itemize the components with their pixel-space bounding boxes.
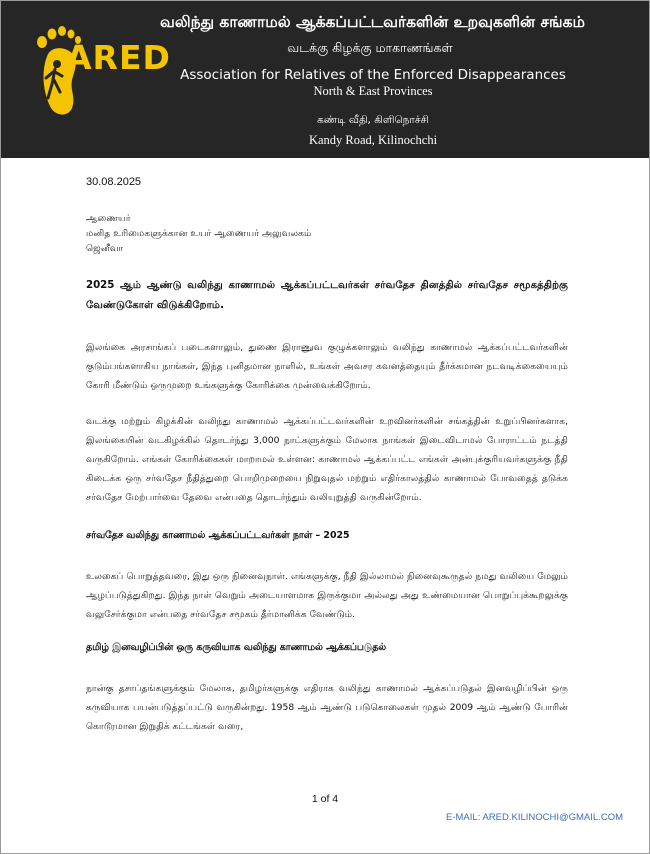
letter-title: 2025 ஆம் ஆண்டு வலிந்து காணாமல் ஆக்கப்பட்டவர்கள் சர்வதேச தினத்தில் சர்வதேச சமூகத்திற்கு வேண்டுகோள் விடுக்கிறோம். <box>86 280 568 311</box>
logo-text: ARED <box>66 38 171 77</box>
recipient-line: ஆணையர் <box>86 213 131 224</box>
paragraph: வடக்கு மற்றும் கிழக்கின் வலிந்து காணாமல் ஆக்கப்பட்டவர்களின் உறவினர்களின் சங்கத்தின் உறுப்பினர்களாக, இலங்கையின் வடகிழக்கில் தொடர்ந்து 3,000 நாட்களுக்கும் மேலாக நாங்கள் இடைவிடாமல் போராட்டம் நடத்தி வருகிறோம். எங்கள் கோரிக்கைகள் மாறாமல் உள்ளன: காணாமல் ஆக்கப்பட்ட எங்கள் அன்புக்குரியவர்களுக்கு நீதி கிடைக்க ஒரு சர்வதேச நீதித்துறை பொறிமுறையை நிறுவுதல் மற்றும் எதிர்காலத்தில் காணாமல் போவதைத் தடுக்க சர்வதேச மேற்பார்வை தேவை என்பதை தொடர்ந்தும் வலியுறுத்தி வருகின்றோம். <box>86 416 568 503</box>
page-number: 1 of 4 <box>311 793 339 805</box>
org-name-tamil: வலிந்து காணாமல் ஆக்கப்பட்டவர்களின் உறவுகளின் சங்கம் <box>160 12 586 31</box>
address-english: Kandy Road, Kilinochchi <box>308 133 438 147</box>
address-tamil: கண்டி வீதி, கிளிநொச்சி <box>317 114 429 126</box>
region-english: North & East Provinces <box>313 84 433 98</box>
section-heading: சர்வதேச வலிந்து காணாமல் ஆக்கப்பட்டவர்கள் நாள் – 2025 <box>86 530 350 541</box>
paragraph: நான்கு தசாப்தங்களுக்கும் மேலாக, தமிழர்களுக்கு எதிராக வலிந்து காணாமல் ஆக்கப்படுதல் இனவழிப்பின் ஒரு கருவியாக பயன்படுத்தப்பட்டு வருகின்றது. 1958 ஆம் ஆண்டு படுகொலைகள் முதல் 2009 ஆம் ஆண்டு போரின் கொடூரமான இறுதிக் கட்டங்கள் வரை, <box>86 683 568 732</box>
paragraph: இலங்கை அரசாங்கப் படைகளாலும், துணை இராணுவ குழுக்களாலும் வலிந்து காணாமல் ஆக்கப்பட்டவர்களின் குடும்பங்களாகிய நாங்கள், இந்த புனிதமான நாளில், உங்கள் அவசர கவனத்தையும் தீர்க்கமான நடவடிக்கையையும் கோரி மீண்டும் ஒருமுறை உங்களுக்கு கோரிக்கை முன்வைக்கிறோம். <box>86 342 568 391</box>
section-heading: தமிழ் இனவழிப்பின் ஒரு கருவியாக வலிந்து காணாமல் ஆக்கப்படுதல் <box>86 642 387 653</box>
recipient-line: ஜெனீவா <box>86 243 124 254</box>
footer-email: E-MAIL: ARED.KILINOCHI@GMAIL.COM <box>446 812 623 823</box>
region-tamil: வடக்கு கிழக்கு மாகாணங்கள் <box>287 40 453 55</box>
org-name-english: Association for Relatives of the Enforced Disappearances <box>180 67 566 83</box>
recipient-line: மனித உரிமைகளுக்கான உயர் ஆணையர் அலுவலகம் <box>86 228 312 239</box>
letter-date: 30.08.2025 <box>86 176 142 188</box>
paragraph: உலகைப் பொறுத்தவரை, இது ஒரு நினைவுநாள். எங்களுக்கு, நீதி இல்லாமல் நினைவுகூருதல் நமது வலியை மேலும் ஆழப்படுத்துகிறது. இந்த நாள் வெறும் அடையாளமாக இருக்குமா அல்லது அது உண்மையான பொறுப்புக்கூறலுக்கு வலுசேர்க்குமா என்பதை சர்வதேச சமூகம் தீர்மானிக்க வேண்டும். <box>86 571 568 620</box>
